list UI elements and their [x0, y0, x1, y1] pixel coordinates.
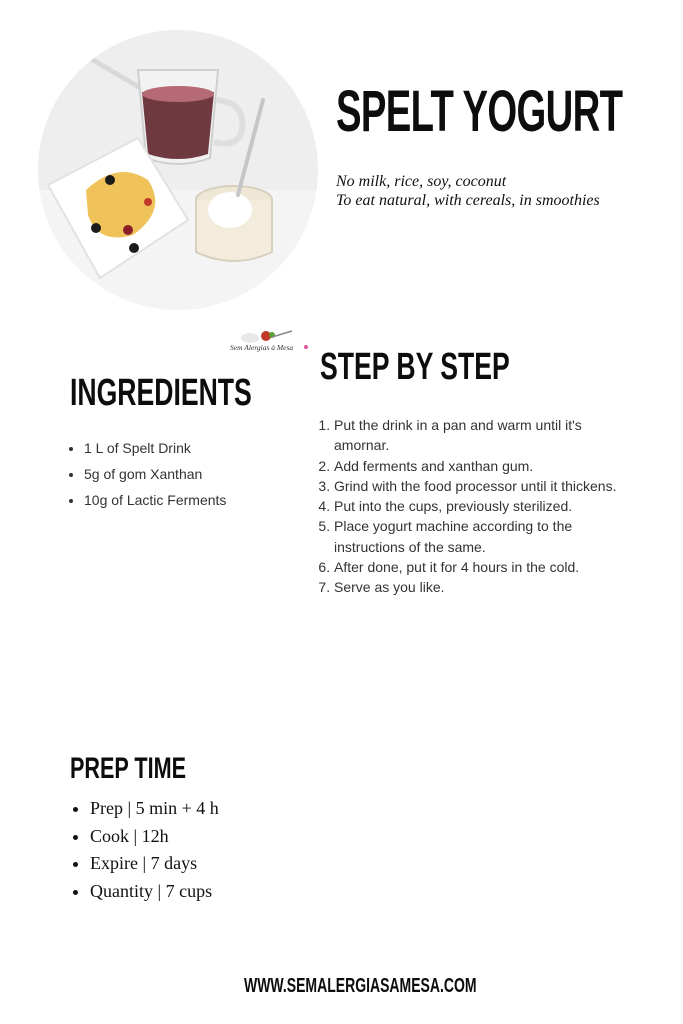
prep-time-item: • Quantity | 7 cups — [90, 878, 219, 906]
brand-logo-text: Sem Alergias à Mesa — [230, 343, 294, 352]
steps-list — [320, 415, 634, 598]
ingredients-heading: INGREDIENTS — [70, 372, 252, 414]
prep-time-item: • Cook | 12h — [90, 823, 219, 851]
prep-time-item: • Expire | 7 days — [90, 850, 219, 878]
ingredient-item: • 10g of Lactic Ferments — [84, 492, 226, 509]
step-item: 1. Put the drink in a pan and warm until it's amornar. — [334, 415, 634, 456]
steps-heading: STEP BY STEP — [320, 346, 510, 388]
ingredient-item: • 1 L of Spelt Drink — [84, 440, 226, 457]
brand-logo — [226, 326, 312, 366]
prep-time-item: • Prep | 5 min + 4 h — [90, 795, 219, 823]
subtitle-line-1: No milk, rice, soy, coconut — [336, 173, 507, 190]
ingredients-list — [66, 440, 226, 518]
recipe-title: SPELT YOGURT — [336, 79, 623, 144]
step-item: 7. Serve as you like. — [334, 577, 634, 597]
prep-time-list — [72, 795, 219, 905]
step-item: 3. Grind with the food processor until it thickens. — [334, 476, 634, 496]
website-link[interactable]: WWW.SEMALERGIASAMESA.COM — [244, 975, 477, 997]
yogurt-photo — [38, 30, 318, 310]
subtitle-line-2: To eat natural, with cereals, in smoothies — [336, 192, 600, 209]
step-item: 2. Add ferments and xanthan gum. — [334, 456, 634, 476]
prep-time-heading: PREP TIME — [70, 752, 187, 785]
ingredient-item: • 5g of gom Xanthan — [84, 466, 226, 483]
step-item: 4. Put into the cups, previously sterilized. — [334, 496, 634, 516]
step-item: 6. After done, put it for 4 hours in the cold. — [334, 557, 634, 577]
step-item: 5. Place yogurt machine according to the instructions of the same. — [334, 516, 634, 557]
recipe-subtitle — [336, 172, 600, 210]
